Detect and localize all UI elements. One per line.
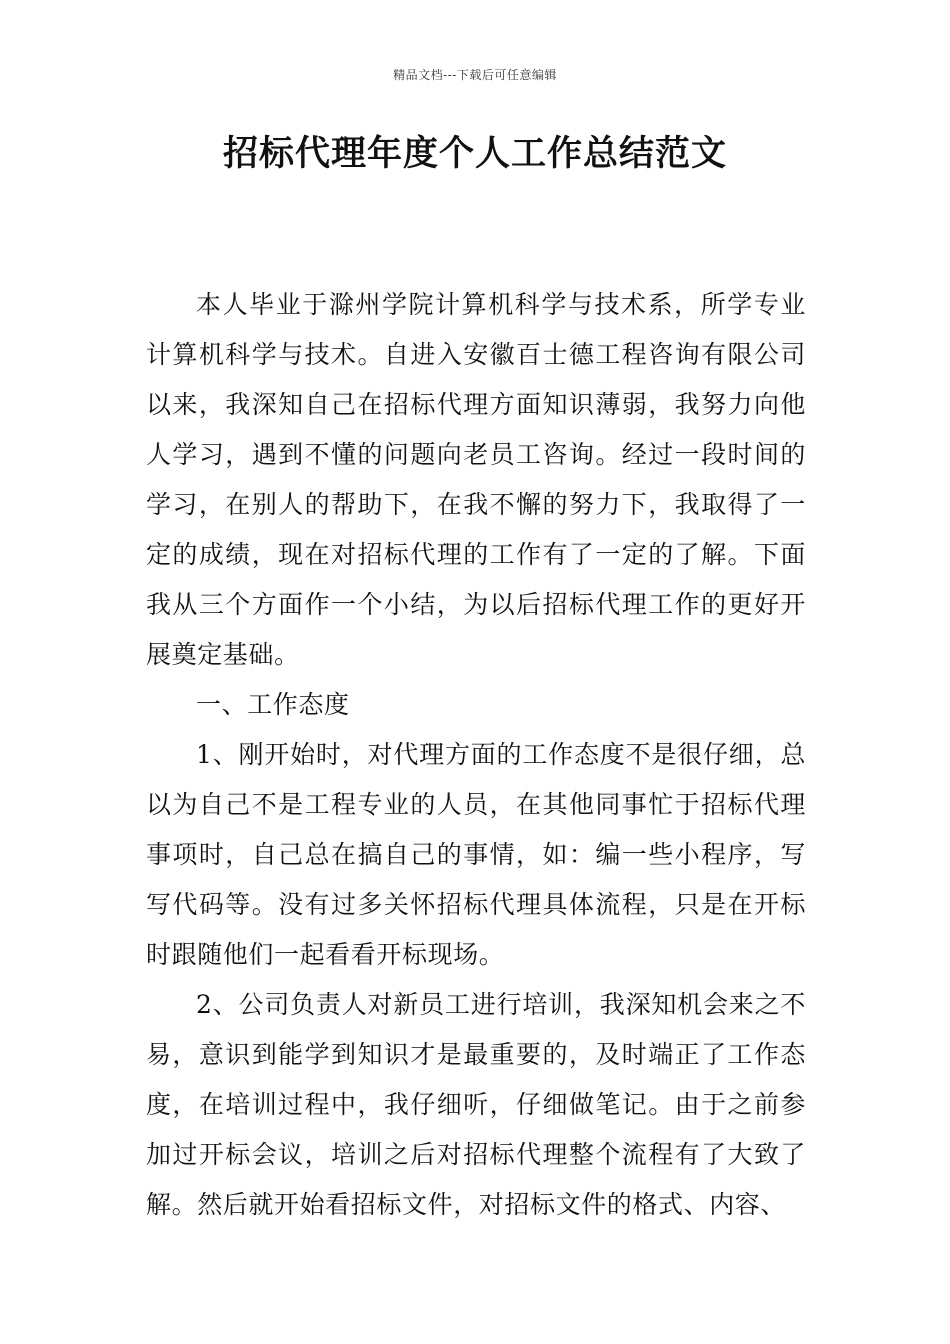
document-body (146, 280, 806, 1230)
paragraph-point-2: 2、公司负责人对新员工进行培训，我深知机会来之不易，意识到能学到知识才是最重要的，及时端正了工作态度，在培训过程中，我仔细听，仔细做笔记。由于之前参加过开标会议，培训之后对招标代理整个流程有了大致了解。然后就开始看招标文件，对招标文件的格式、内容、 (146, 990, 806, 1219)
section-heading-work-attitude: 一、工作态度 (196, 690, 350, 719)
paragraph-intro: 本人毕业于滁州学院计算机科学与技术系，所学专业计算机科学与技术。自进入安徽百士德工程咨询有限公司以来，我深知自己在招标代理方面知识薄弱，我努力向他人学习，遇到不懂的问题向老员工咨询。经过一段时间的学习，在别人的帮助下，在我不懈的努力下，我取得了一定的成绩，现在对招标代理的工作有了一定的了解。下面我从三个方面作一个小结，为以后招标代理工作的更好开展奠定基础。 (146, 290, 806, 669)
header-note: 精品文档---下载后可任意编辑 (393, 68, 557, 82)
paragraph-point-1: 1、刚开始时，对代理方面的工作态度不是很仔细，总以为自己不是工程专业的人员，在其他同事忙于招标代理事项时，自己总在搞自己的事情，如：编一些小程序，写写代码等。没有过多关怀招标代理具体流程，只是在开标时跟随他们一起看看开标现场。 (146, 740, 806, 969)
document-title: 招标代理年度个人工作总结范文 (222, 134, 727, 174)
